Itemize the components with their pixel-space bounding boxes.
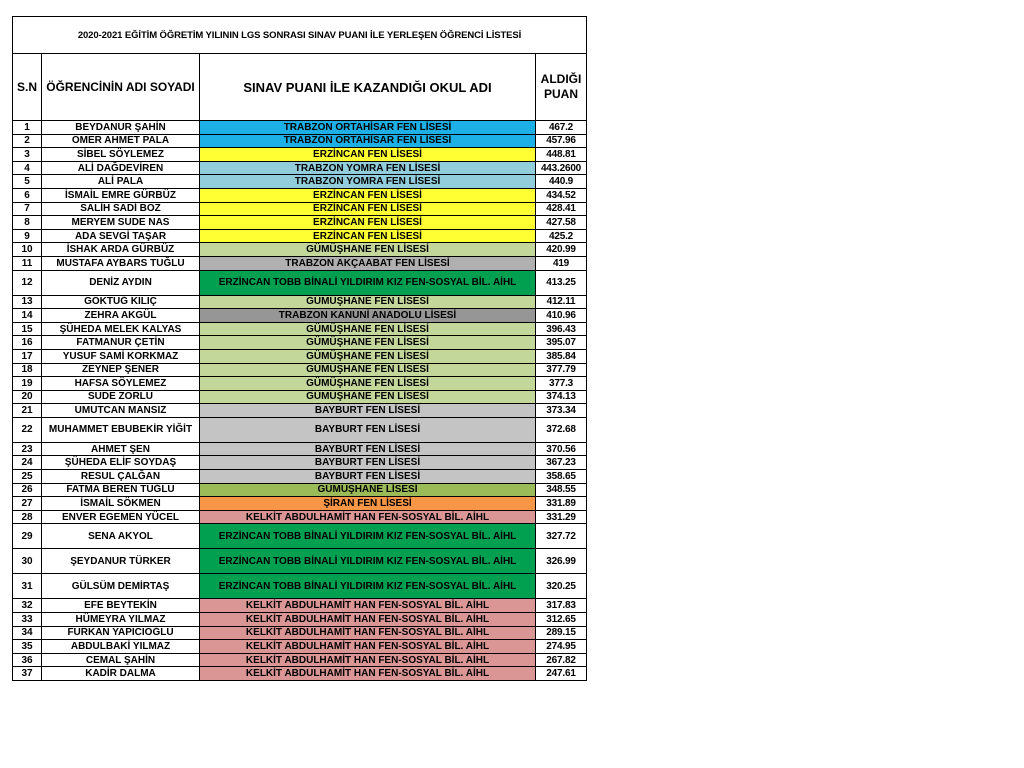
row-sn: 37 — [13, 667, 42, 681]
student-name: MUHAMMET EBUBEKİR YİĞİT — [42, 417, 200, 442]
score-value: 317.83 — [536, 599, 587, 613]
table-row — [13, 295, 587, 309]
score-value: 367.23 — [536, 456, 587, 470]
table-row — [13, 309, 587, 323]
school-name: ERZİNCAN FEN LİSESİ — [200, 188, 536, 202]
school-name: GÜMÜŞHANE FEN LİSESİ — [200, 336, 536, 350]
table-row — [13, 613, 587, 627]
score-value: 428.41 — [536, 202, 587, 216]
table-row — [13, 377, 587, 391]
student-name: ÖMER AHMET PALA — [42, 134, 200, 148]
student-name: ADA SEVGİ TAŞAR — [42, 229, 200, 243]
row-sn: 12 — [13, 270, 42, 295]
score-value: 267.82 — [536, 653, 587, 667]
table-body — [13, 121, 587, 681]
school-name: ŞİRAN FEN LİSESİ — [200, 497, 536, 511]
header-name: ÖĞRENCİNİN ADI SOYADI — [42, 54, 200, 121]
student-name: HAFSA SÖYLEMEZ — [42, 377, 200, 391]
table-row — [13, 417, 587, 442]
score-value: 413.25 — [536, 270, 587, 295]
score-value: 327.72 — [536, 524, 587, 549]
score-value: 419 — [536, 256, 587, 270]
header-sn: S.N — [13, 54, 42, 121]
score-value: 377.79 — [536, 363, 587, 377]
score-value: 457.96 — [536, 134, 587, 148]
school-name: KELKİT ABDULHAMİT HAN FEN-SOSYAL BİL. AİHL — [200, 653, 536, 667]
student-name: SUDE ZORLU — [42, 390, 200, 404]
student-list-sheet — [12, 16, 586, 681]
header-score: ALDIĞI PUAN — [536, 54, 587, 121]
table-row — [13, 202, 587, 216]
row-sn: 24 — [13, 456, 42, 470]
row-sn: 13 — [13, 295, 42, 309]
school-name: TRABZON ORTAHİSAR FEN LİSESİ — [200, 121, 536, 135]
row-sn: 32 — [13, 599, 42, 613]
school-name: TRABZON AKÇAABAT FEN LİSESİ — [200, 256, 536, 270]
score-value: 467.2 — [536, 121, 587, 135]
table-row — [13, 483, 587, 497]
row-sn: 19 — [13, 377, 42, 391]
score-value: 377.3 — [536, 377, 587, 391]
score-value: 425.2 — [536, 229, 587, 243]
school-name: BAYBURT FEN LİSESİ — [200, 404, 536, 418]
row-sn: 29 — [13, 524, 42, 549]
table-row — [13, 497, 587, 511]
school-name: KELKİT ABDULHAMİT HAN FEN-SOSYAL BİL. AİHL — [200, 613, 536, 627]
student-name: SİBEL SÖYLEMEZ — [42, 148, 200, 162]
school-name: GÜMÜŞHANE FEN LİSESİ — [200, 243, 536, 257]
row-sn: 15 — [13, 322, 42, 336]
row-sn: 1 — [13, 121, 42, 135]
score-value: 358.65 — [536, 470, 587, 484]
student-name: GÖKTUĞ KILIÇ — [42, 295, 200, 309]
score-value: 348.55 — [536, 483, 587, 497]
row-sn: 35 — [13, 640, 42, 654]
school-name: GÜMÜŞHANE FEN LİSESİ — [200, 390, 536, 404]
school-name: BAYBURT FEN LİSESİ — [200, 456, 536, 470]
school-name: GÜMÜŞHANE FEN LİSESİ — [200, 377, 536, 391]
student-name: İSHAK ARDA GÜRBÜZ — [42, 243, 200, 257]
school-name: ERZİNCAN FEN LİSESİ — [200, 202, 536, 216]
score-value: 410.96 — [536, 309, 587, 323]
table-row — [13, 322, 587, 336]
row-sn: 31 — [13, 574, 42, 599]
row-sn: 7 — [13, 202, 42, 216]
student-name: FATMA BEREN TUĞLU — [42, 483, 200, 497]
score-value: 331.89 — [536, 497, 587, 511]
student-name: DENİZ AYDIN — [42, 270, 200, 295]
school-name: GÜMÜŞHANE FEN LİSESİ — [200, 363, 536, 377]
table-row — [13, 626, 587, 640]
table-row — [13, 216, 587, 230]
school-name: TRABZON KANUNİ ANADOLU LİSESİ — [200, 309, 536, 323]
student-name: CEMAL ŞAHİN — [42, 653, 200, 667]
student-name: İSMAİL SÖKMEN — [42, 497, 200, 511]
table-row — [13, 510, 587, 524]
student-name: MUSTAFA AYBARS TUĞLU — [42, 256, 200, 270]
score-value: 448.81 — [536, 148, 587, 162]
table-row — [13, 470, 587, 484]
table-row — [13, 599, 587, 613]
score-value: 434.52 — [536, 188, 587, 202]
row-sn: 28 — [13, 510, 42, 524]
table-row — [13, 256, 587, 270]
row-sn: 8 — [13, 216, 42, 230]
table-row — [13, 653, 587, 667]
score-value: 420.99 — [536, 243, 587, 257]
school-name: BAYBURT FEN LİSESİ — [200, 442, 536, 456]
row-sn: 10 — [13, 243, 42, 257]
row-sn: 23 — [13, 442, 42, 456]
school-name: ERZİNCAN TOBB BİNALİ YILDIRIM KIZ FEN-SOSYAL BİL. AİHL — [200, 270, 536, 295]
student-name: SALİH SADİ BOZ — [42, 202, 200, 216]
table-row — [13, 363, 587, 377]
score-value: 247.61 — [536, 667, 587, 681]
student-name: RESUL ÇALĞAN — [42, 470, 200, 484]
row-sn: 30 — [13, 549, 42, 574]
score-value: 331.29 — [536, 510, 587, 524]
score-value: 312.65 — [536, 613, 587, 627]
student-name: MERYEM SUDE NAS — [42, 216, 200, 230]
school-name: TRABZON YOMRA FEN LİSESİ — [200, 175, 536, 189]
row-sn: 18 — [13, 363, 42, 377]
student-name: FURKAN YAPICIOĞLU — [42, 626, 200, 640]
table-row — [13, 175, 587, 189]
table-row — [13, 524, 587, 549]
row-sn: 4 — [13, 161, 42, 175]
school-name: KELKİT ABDULHAMİT HAN FEN-SOSYAL BİL. AİHL — [200, 510, 536, 524]
table-row — [13, 188, 587, 202]
row-sn: 14 — [13, 309, 42, 323]
student-table — [12, 16, 587, 681]
row-sn: 34 — [13, 626, 42, 640]
score-value: 427.58 — [536, 216, 587, 230]
student-name: ALİ DAĞDEVİREN — [42, 161, 200, 175]
student-name: ŞEYDANUR TÜRKER — [42, 549, 200, 574]
student-name: BEYDANUR ŞAHİN — [42, 121, 200, 135]
student-name: UMUTCAN MANSIZ — [42, 404, 200, 418]
student-name: YUSUF SAMİ KORKMAZ — [42, 349, 200, 363]
school-name: KELKİT ABDULHAMİT HAN FEN-SOSYAL BİL. AİHL — [200, 626, 536, 640]
table-row — [13, 121, 587, 135]
score-value: 326.99 — [536, 549, 587, 574]
student-name: AHMET ŞEN — [42, 442, 200, 456]
score-value: 412.11 — [536, 295, 587, 309]
row-sn: 2 — [13, 134, 42, 148]
row-sn: 9 — [13, 229, 42, 243]
school-name: ERZİNCAN FEN LİSESİ — [200, 148, 536, 162]
school-name: ERZİNCAN TOBB BİNALİ YILDIRIM KIZ FEN-SOSYAL BİL. AİHL — [200, 549, 536, 574]
student-name: İSMAİL EMRE GÜRBÜZ — [42, 188, 200, 202]
row-sn: 6 — [13, 188, 42, 202]
table-row — [13, 549, 587, 574]
table-row — [13, 243, 587, 257]
student-name: ŞÜHEDA ELİF SOYDAŞ — [42, 456, 200, 470]
header-school: SINAV PUANI İLE KAZANDIĞI OKUL ADI — [200, 54, 536, 121]
student-name: ŞÜHEDA MELEK KALYAS — [42, 322, 200, 336]
school-name: ERZİNCAN FEN LİSESİ — [200, 216, 536, 230]
student-name: EFE BEYTEKİN — [42, 599, 200, 613]
score-value: 396.43 — [536, 322, 587, 336]
table-row — [13, 456, 587, 470]
table-row — [13, 442, 587, 456]
table-row — [13, 667, 587, 681]
row-sn: 36 — [13, 653, 42, 667]
row-sn: 11 — [13, 256, 42, 270]
student-name: GÜLSÜM DEMİRTAŞ — [42, 574, 200, 599]
school-name: TRABZON YOMRA FEN LİSESİ — [200, 161, 536, 175]
school-name: ERZİNCAN TOBB BİNALİ YILDIRIM KIZ FEN-SOSYAL BİL. AİHL — [200, 574, 536, 599]
row-sn: 27 — [13, 497, 42, 511]
school-name: BAYBURT FEN LİSESİ — [200, 417, 536, 442]
student-name: ZEHRA AKGÜL — [42, 309, 200, 323]
table-row — [13, 229, 587, 243]
score-value: 289.15 — [536, 626, 587, 640]
school-name: GÜMÜŞHANE FEN LİSESİ — [200, 322, 536, 336]
row-sn: 25 — [13, 470, 42, 484]
school-name: KELKİT ABDULHAMİT HAN FEN-SOSYAL BİL. AİHL — [200, 599, 536, 613]
score-value: 370.56 — [536, 442, 587, 456]
score-value: 274.95 — [536, 640, 587, 654]
row-sn: 20 — [13, 390, 42, 404]
table-row — [13, 161, 587, 175]
school-name: GÜMÜŞHANE FEN LİSESİ — [200, 349, 536, 363]
table-row — [13, 404, 587, 418]
score-value: 440.9 — [536, 175, 587, 189]
table-row — [13, 270, 587, 295]
school-name: GÜMÜŞHANE LİSESİ — [200, 483, 536, 497]
school-name: KELKİT ABDULHAMİT HAN FEN-SOSYAL BİL. AİHL — [200, 667, 536, 681]
score-value: 373.34 — [536, 404, 587, 418]
student-name: FATMANUR ÇETİN — [42, 336, 200, 350]
score-value: 320.25 — [536, 574, 587, 599]
score-value: 372.68 — [536, 417, 587, 442]
table-row — [13, 336, 587, 350]
school-name: ERZİNCAN TOBB BİNALİ YILDIRIM KIZ FEN-SOSYAL BİL. AİHL — [200, 524, 536, 549]
score-value: 385.84 — [536, 349, 587, 363]
table-row — [13, 349, 587, 363]
student-name: ENVER EGEMEN YÜCEL — [42, 510, 200, 524]
score-value: 443.2600 — [536, 161, 587, 175]
table-row — [13, 574, 587, 599]
school-name: ERZİNCAN FEN LİSESİ — [200, 229, 536, 243]
student-name: KADİR DALMA — [42, 667, 200, 681]
row-sn: 22 — [13, 417, 42, 442]
school-name: TRABZON ORTAHİSAR FEN LİSESİ — [200, 134, 536, 148]
score-value: 374.13 — [536, 390, 587, 404]
table-row — [13, 134, 587, 148]
row-sn: 21 — [13, 404, 42, 418]
student-name: ABDULBAKİ YILMAZ — [42, 640, 200, 654]
school-name: BAYBURT FEN LİSESİ — [200, 470, 536, 484]
row-sn: 17 — [13, 349, 42, 363]
row-sn: 3 — [13, 148, 42, 162]
row-sn: 5 — [13, 175, 42, 189]
school-name: KELKİT ABDULHAMİT HAN FEN-SOSYAL BİL. AİHL — [200, 640, 536, 654]
student-name: SENA AKYOL — [42, 524, 200, 549]
table-row — [13, 390, 587, 404]
row-sn: 33 — [13, 613, 42, 627]
student-name: HÜMEYRA YILMAZ — [42, 613, 200, 627]
student-name: ALİ PALA — [42, 175, 200, 189]
row-sn: 16 — [13, 336, 42, 350]
score-value: 395.07 — [536, 336, 587, 350]
table-row — [13, 148, 587, 162]
sheet-title: 2020-2021 EĞİTİM ÖĞRETİM YILININ LGS SONRASI SINAV PUANI İLE YERLEŞEN ÖĞRENCİ LİSTESİ — [13, 17, 587, 54]
row-sn: 26 — [13, 483, 42, 497]
student-name: ZEYNEP ŞENER — [42, 363, 200, 377]
table-row — [13, 640, 587, 654]
school-name: GÜMÜŞHANE FEN LİSESİ — [200, 295, 536, 309]
